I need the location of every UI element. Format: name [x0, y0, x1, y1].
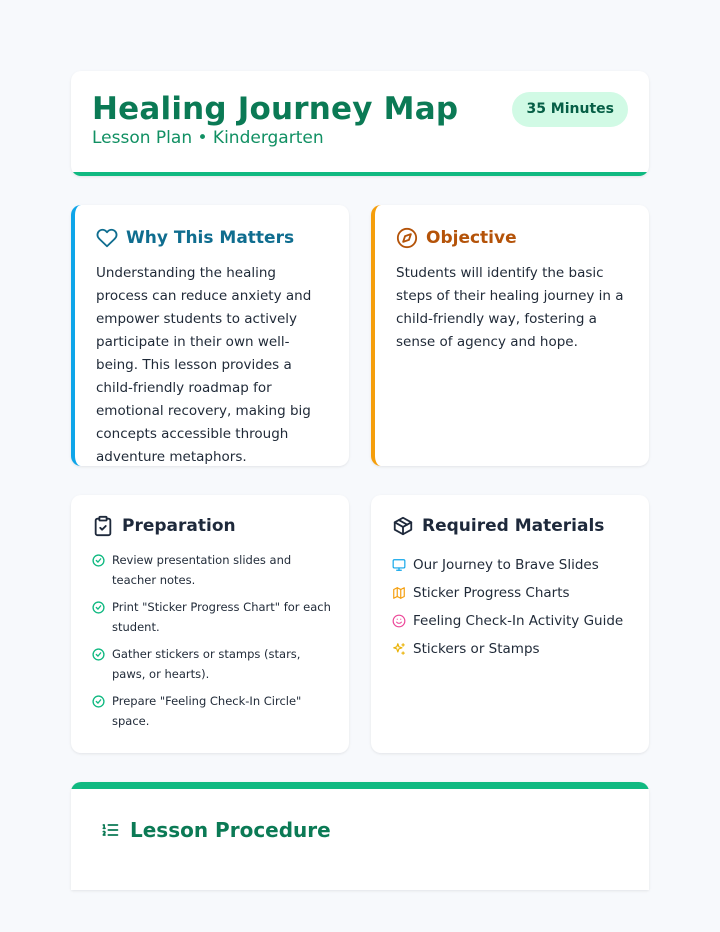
why-heading-label: Why This Matters [126, 228, 295, 248]
objective-heading-label: Objective [426, 228, 517, 248]
page-subtitle: Lesson Plan • Kindergarten [92, 128, 324, 148]
why-heading [96, 227, 294, 249]
why-card [71, 205, 349, 466]
objective-card [371, 205, 649, 466]
list-item [92, 691, 335, 731]
procedure-heading [100, 818, 331, 842]
page-title: Healing Journey Map [92, 91, 459, 127]
compass-icon [396, 227, 418, 249]
materials-heading [392, 515, 604, 537]
check-circle-icon [92, 601, 105, 614]
list-item [92, 644, 335, 684]
list-item-text: Sticker Progress Charts [413, 585, 570, 601]
package-icon [392, 515, 414, 537]
list-ordered-icon [100, 820, 120, 840]
sparkles-icon [392, 642, 406, 656]
materials-card [371, 495, 649, 753]
list-item [92, 550, 335, 590]
list-item [392, 579, 635, 607]
list-item-text: Gather stickers or stamps (stars, paws, or hearts). [112, 647, 301, 681]
procedure-card [71, 782, 649, 890]
list-item-text: Feeling Check-In Activity Guide [413, 613, 624, 629]
preparation-card [71, 495, 349, 753]
clipboard-check-icon [92, 515, 114, 537]
map-icon [392, 586, 406, 600]
objective-body: Students will identify the basic steps of their healing journey in a child-friendly way, fostering a sense of agency and hope. [396, 265, 624, 350]
list-item [392, 607, 635, 635]
list-item-text: Stickers or Stamps [413, 641, 540, 657]
check-circle-icon [92, 695, 105, 708]
why-body: Understanding the healing process can reduce anxiety and empower students to actively participate in their own well-being. This lesson provides a child-friendly roadmap for emotional recovery, making big concepts accessible through adventure metaphors. [96, 265, 312, 465]
list-item [392, 635, 635, 663]
materials-heading-label: Required Materials [422, 516, 605, 536]
procedure-heading-label: Lesson Procedure [130, 818, 331, 842]
smile-icon [392, 614, 406, 628]
monitor-icon [392, 558, 406, 572]
list-item-text: Review presentation slides and teacher notes. [112, 553, 292, 587]
list-item [92, 597, 335, 637]
preparation-list [92, 550, 335, 738]
preparation-heading-label: Preparation [122, 516, 236, 536]
header-card [71, 71, 649, 176]
materials-list [392, 551, 635, 663]
list-item [392, 551, 635, 579]
duration-badge: 35 Minutes [512, 92, 628, 127]
heart-icon [96, 227, 118, 249]
preparation-heading [92, 515, 236, 537]
list-item-text: Prepare "Feeling Check-In Circle" space. [112, 694, 302, 728]
list-item-text: Print "Sticker Progress Chart" for each student. [112, 600, 331, 634]
list-item-text: Our Journey to Brave Slides [413, 557, 599, 573]
objective-heading [396, 227, 517, 249]
check-circle-icon [92, 554, 105, 567]
check-circle-icon [92, 648, 105, 661]
